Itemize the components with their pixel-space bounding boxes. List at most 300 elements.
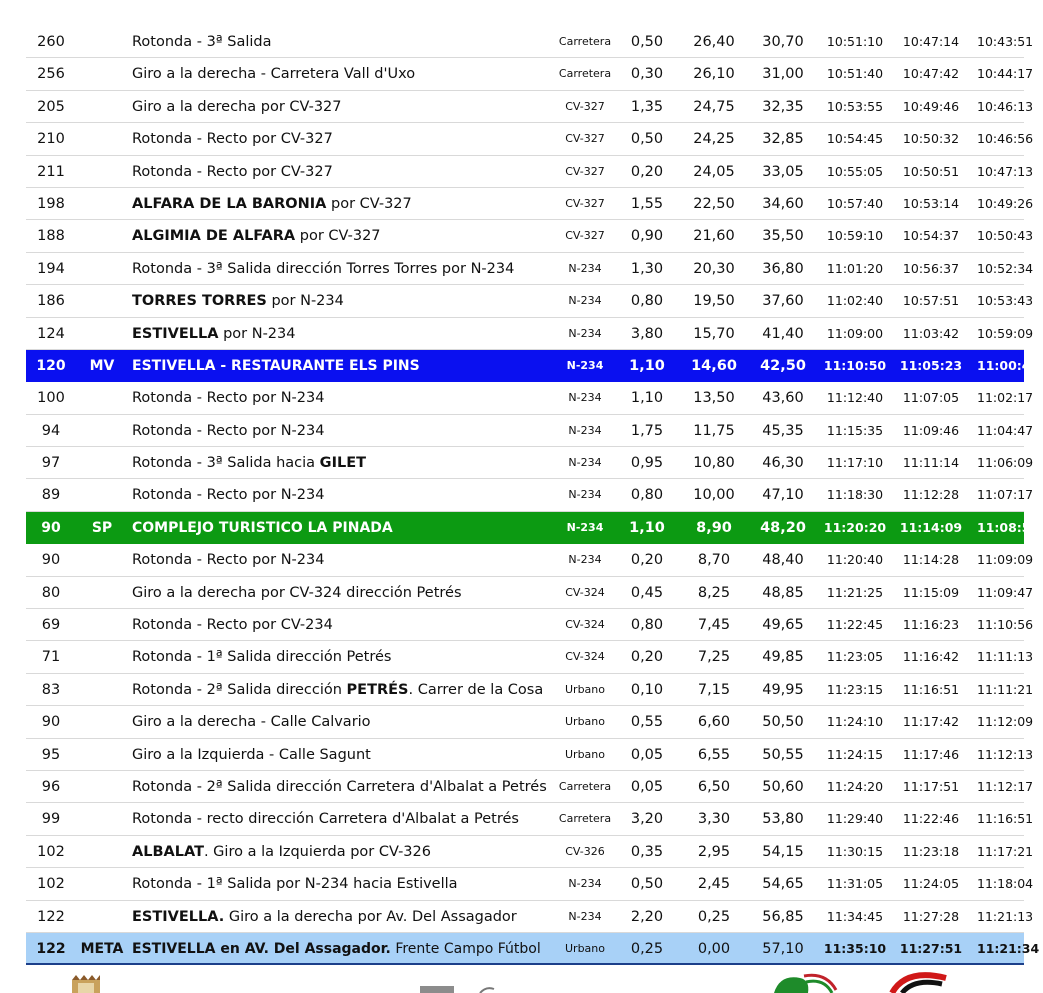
time-fast-cell: 11:16:51 [977, 811, 1034, 827]
road-cell: CV-327 [565, 99, 605, 113]
description-segment: Rotonda - 3ª Salida hacia [132, 455, 320, 472]
time-fast-cell: 11:12:17 [977, 778, 1034, 794]
description-segment: Giro a la derecha - Calle Calvario [132, 714, 371, 731]
total-distance-cell: 32,85 [762, 131, 804, 148]
partial-distance-cell: 0,05 [630, 778, 664, 795]
total-distance-cell: 37,60 [762, 293, 804, 310]
road-cell: N-234 [568, 877, 602, 891]
road-cell: N-234 [568, 909, 602, 923]
description-cell [132, 609, 562, 641]
description-cell [132, 156, 562, 188]
remaining-distance-cell: 6,50 [697, 778, 731, 795]
description-cell [132, 512, 562, 544]
partial-distance-cell: 0,05 [630, 746, 664, 763]
time-slow-cell: 11:23:05 [826, 649, 884, 665]
description-segment: Giro a la derecha por CV-327 [132, 98, 342, 115]
time-slow-cell: 11:17:10 [826, 455, 884, 471]
time-medium-cell: 11:16:42 [902, 649, 960, 665]
altitude-cell: 122 [37, 908, 65, 925]
description-segment: ESTIVELLA en AV. Del Assagador. [132, 940, 391, 957]
road-cell: N-234 [568, 261, 602, 275]
total-distance-cell: 48,40 [762, 552, 804, 569]
remaining-distance-cell: 0,25 [697, 908, 731, 925]
time-fast-cell: 11:02:17 [977, 390, 1034, 406]
total-distance-cell: 54,15 [762, 843, 804, 860]
description-cell [132, 771, 562, 803]
time-slow-cell: 11:23:15 [826, 681, 884, 697]
altitude-cell: 122 [36, 940, 66, 957]
altitude-cell: 83 [41, 681, 61, 698]
description-segment: COMPLEJO TURISTICO LA PINADA [132, 519, 393, 536]
description-cell [132, 706, 562, 738]
table-row [26, 609, 1034, 641]
time-slow-cell: 11:15:35 [826, 422, 884, 438]
time-slow-cell: 10:55:05 [826, 163, 884, 179]
time-medium-cell: 11:23:18 [902, 843, 960, 859]
remaining-distance-cell: 8,90 [696, 519, 732, 536]
road-cell: Urbano [565, 715, 605, 729]
time-medium-cell: 11:17:46 [902, 746, 960, 762]
time-medium-cell: 10:56:37 [902, 260, 960, 276]
time-slow-cell: 11:34:45 [826, 908, 884, 924]
altitude-cell: 80 [41, 584, 61, 601]
total-distance-cell: 34,60 [762, 195, 804, 212]
total-distance-cell: 48,20 [760, 519, 806, 536]
partial-distance-cell: 0,80 [630, 293, 664, 310]
table-row [26, 350, 1040, 382]
remaining-distance-cell: 10,00 [693, 487, 735, 504]
remaining-distance-cell: 10,80 [693, 455, 735, 472]
time-medium-cell: 11:03:42 [902, 325, 960, 341]
table-row [26, 253, 1034, 285]
remaining-distance-cell: 19,50 [693, 293, 735, 310]
description-segment: Rotonda - 2ª Salida dirección Carretera d'Albalat a Petrés [132, 778, 547, 795]
remaining-distance-cell: 2,95 [697, 843, 731, 860]
time-medium-cell: 10:53:14 [902, 195, 960, 211]
time-medium-cell: 10:57:51 [902, 293, 960, 309]
time-fast-cell: 11:12:09 [977, 714, 1034, 730]
total-distance-cell: 49,85 [762, 649, 804, 666]
total-distance-cell: 56,85 [762, 908, 804, 925]
time-fast-cell: 11:10:56 [977, 617, 1034, 633]
time-medium-cell: 11:27:28 [902, 908, 960, 924]
description-segment: Giro a la Izquierda - Calle Sagunt [132, 746, 371, 763]
total-distance-cell: 57,10 [762, 940, 804, 957]
time-slow-cell: 11:12:40 [826, 390, 884, 406]
road-cell: Urbano [565, 747, 605, 761]
partial-distance-cell: 0,20 [630, 163, 664, 180]
road-cell: N-234 [568, 391, 602, 405]
total-distance-cell: 53,80 [762, 811, 804, 828]
remaining-distance-cell: 0,00 [697, 940, 731, 957]
footer-logos [0, 966, 1024, 993]
time-slow-cell: 11:24:15 [826, 746, 884, 762]
remaining-distance-cell: 26,40 [693, 34, 735, 50]
altitude-cell: 120 [36, 357, 66, 374]
partial-distance-cell: 1,55 [630, 195, 664, 212]
description-segment: Rotonda - Recto por CV-234 [132, 617, 333, 634]
description-segment: Rotonda - recto dirección Carretera d'Albalat a Petrés [132, 811, 519, 828]
total-distance-cell: 42,50 [760, 357, 806, 374]
partial-distance-cell: 0,95 [630, 455, 664, 472]
altitude-cell: 97 [41, 455, 61, 472]
total-distance-cell: 47,10 [762, 487, 804, 504]
time-slow-cell: 11:29:40 [826, 811, 884, 827]
remaining-distance-cell: 24,05 [693, 163, 735, 180]
road-cell: Urbano [565, 941, 605, 955]
total-distance-cell: 32,35 [762, 98, 804, 115]
table-row [26, 415, 1034, 447]
description-segment: por N-234 [218, 325, 296, 342]
time-slow-cell: 11:18:30 [826, 487, 884, 503]
table-row [26, 479, 1034, 511]
red-black-logo [886, 970, 956, 993]
description-cell [132, 318, 562, 350]
time-fast-cell: 11:18:04 [977, 876, 1034, 892]
description-cell [132, 91, 562, 123]
description-cell [132, 803, 562, 835]
time-slow-cell: 10:51:40 [826, 66, 884, 82]
time-medium-cell: 10:54:37 [902, 228, 960, 244]
time-medium-cell: 11:09:46 [902, 422, 960, 438]
grey-logo [420, 986, 500, 993]
description-cell [132, 836, 562, 868]
time-fast-cell: 11:11:13 [977, 649, 1034, 665]
time-medium-cell: 11:11:14 [902, 455, 960, 471]
time-fast-cell: 10:52:34 [977, 260, 1034, 276]
remaining-distance-cell: 24,75 [693, 98, 735, 115]
description-segment: Rotonda - Recto por N-234 [132, 552, 325, 569]
time-slow-cell: 11:22:45 [826, 617, 884, 633]
road-cell: CV-327 [565, 229, 605, 243]
description-segment: GILET [319, 455, 367, 472]
time-fast-cell: 11:04:47 [977, 422, 1034, 438]
time-fast-cell: 11:07:17 [977, 487, 1034, 503]
partial-distance-cell: 0,90 [630, 228, 664, 245]
time-medium-cell: 11:14:28 [902, 552, 960, 568]
road-cell: N-234 [568, 326, 602, 340]
total-distance-cell: 43,60 [762, 390, 804, 407]
table-row [26, 739, 1034, 771]
road-cell: N-234 [566, 358, 604, 372]
time-slow-cell: 11:24:10 [826, 714, 884, 730]
altitude-cell: 71 [41, 649, 61, 666]
table-row [26, 674, 1034, 706]
road-cell: CV-324 [565, 585, 605, 599]
description-segment: ALGIMIA DE ALFARA [132, 228, 296, 245]
description-segment: Rotonda - 3ª Salida dirección Torres Torres por N-234 [132, 260, 515, 277]
description-segment: ALBALAT [132, 843, 204, 860]
time-slow-cell: 10:59:10 [826, 228, 884, 244]
altitude-cell: 89 [41, 487, 61, 504]
table-row [26, 544, 1034, 576]
description-cell [132, 544, 562, 576]
altitude-cell: 95 [41, 746, 61, 763]
time-fast-cell: 10:53:43 [977, 293, 1034, 309]
altitude-cell: 99 [41, 811, 61, 828]
table-row [26, 933, 1040, 965]
description-cell [132, 220, 562, 252]
description-segment: TORRES TORRES [132, 293, 267, 310]
time-medium-cell: 11:16:51 [902, 681, 960, 697]
description-segment: por N-234 [266, 293, 344, 310]
time-fast-cell: 10:47:13 [977, 163, 1034, 179]
table-row [26, 901, 1034, 933]
road-cell: N-234 [568, 553, 602, 567]
road-cell: CV-327 [565, 132, 605, 146]
description-segment: Frente Campo Fútbol [390, 940, 541, 957]
total-distance-cell: 48,85 [762, 584, 804, 601]
remaining-distance-cell: 7,25 [697, 649, 731, 666]
time-slow-cell: 10:53:55 [826, 98, 884, 114]
time-slow-cell: 10:51:10 [826, 34, 884, 49]
partial-distance-cell: 0,35 [630, 843, 664, 860]
partial-distance-cell: 0,50 [630, 131, 664, 148]
road-cell: Urbano [565, 682, 605, 696]
altitude-cell: 188 [37, 228, 65, 245]
partial-distance-cell: 0,80 [630, 617, 664, 634]
altitude-cell: 90 [41, 519, 61, 536]
total-distance-cell: 35,50 [762, 228, 804, 245]
description-segment: Giro a la derecha por CV-324 dirección Petrés [132, 584, 462, 601]
time-fast-cell: 11:00:43 [977, 357, 1040, 373]
time-fast-cell: 10:46:56 [977, 131, 1034, 147]
partial-distance-cell: 1,75 [630, 422, 664, 439]
remaining-distance-cell: 8,25 [697, 584, 731, 601]
time-fast-cell: 11:12:13 [977, 746, 1034, 762]
table-row [26, 803, 1034, 835]
partial-distance-cell: 0,10 [630, 681, 664, 698]
altitude-cell: 260 [37, 34, 65, 50]
description-segment: Rotonda - Recto por N-234 [132, 390, 325, 407]
point-code-cell: META [80, 940, 124, 957]
total-distance-cell: 54,65 [762, 876, 804, 893]
remaining-distance-cell: 7,15 [697, 681, 731, 698]
total-distance-cell: 31,00 [762, 66, 804, 83]
road-cell: Carretera [558, 67, 612, 81]
partial-distance-cell: 0,30 [630, 66, 664, 83]
total-distance-cell: 30,70 [762, 34, 804, 50]
road-cell: N-234 [568, 423, 602, 437]
altitude-cell: 69 [41, 617, 61, 634]
time-slow-cell: 11:02:40 [826, 293, 884, 309]
road-cell: Carretera [558, 779, 612, 793]
road-cell: CV-326 [565, 844, 605, 858]
time-medium-cell: 10:50:51 [902, 163, 960, 179]
remaining-distance-cell: 7,45 [697, 617, 731, 634]
description-segment: por CV-327 [326, 195, 412, 212]
total-distance-cell: 41,40 [762, 325, 804, 342]
time-medium-cell: 11:05:23 [899, 357, 963, 373]
road-cell: N-234 [568, 488, 602, 502]
time-fast-cell: 11:08:51 [977, 519, 1040, 535]
altitude-cell: 186 [37, 293, 65, 310]
table-row [26, 512, 1040, 544]
table-row [26, 58, 1034, 90]
partial-distance-cell: 0,50 [630, 34, 664, 50]
time-medium-cell: 11:14:09 [899, 519, 963, 535]
altitude-cell: 96 [41, 778, 61, 795]
remaining-distance-cell: 11,75 [693, 422, 735, 439]
time-fast-cell: 10:46:13 [977, 98, 1034, 114]
description-cell [132, 577, 562, 609]
altitude-cell: 210 [37, 131, 65, 148]
description-segment: ESTIVELLA - RESTAURANTE ELS PINS [132, 357, 420, 374]
partial-distance-cell: 0,45 [630, 584, 664, 601]
partial-distance-cell: 1,10 [630, 390, 664, 407]
partial-distance-cell: 0,55 [630, 714, 664, 731]
time-medium-cell: 11:22:46 [902, 811, 960, 827]
table-row [26, 771, 1034, 803]
description-cell [132, 415, 562, 447]
total-distance-cell: 46,30 [762, 455, 804, 472]
description-cell [132, 285, 562, 317]
table-row [26, 318, 1034, 350]
table-row [26, 220, 1034, 252]
table-row [26, 836, 1034, 868]
time-fast-cell: 10:44:17 [977, 66, 1034, 82]
description-segment: ESTIVELLA. [132, 908, 225, 925]
description-segment: Rotonda - Recto por N-234 [132, 422, 325, 439]
time-slow-cell: 11:01:20 [826, 260, 884, 276]
partial-distance-cell: 3,80 [630, 325, 664, 342]
remaining-distance-cell: 21,60 [693, 228, 735, 245]
time-slow-cell: 10:54:45 [826, 131, 884, 147]
altitude-cell: 211 [37, 163, 65, 180]
crest-logo [66, 974, 106, 993]
description-segment: Rotonda - 2ª Salida dirección [132, 681, 347, 698]
road-cell: CV-327 [565, 196, 605, 210]
time-slow-cell: 11:09:00 [826, 325, 884, 341]
altitude-cell: 102 [37, 876, 65, 893]
partial-distance-cell: 0,25 [630, 940, 664, 957]
point-code-cell: MV [89, 357, 115, 374]
description-segment: . Giro a la Izquierda por CV-326 [203, 843, 431, 860]
table-row [26, 156, 1034, 188]
total-distance-cell: 50,55 [762, 746, 804, 763]
road-cell: N-234 [568, 294, 602, 308]
altitude-cell: 90 [41, 714, 61, 731]
description-cell [132, 933, 562, 965]
time-medium-cell: 11:17:42 [902, 714, 960, 730]
remaining-distance-cell: 22,50 [693, 195, 735, 212]
time-fast-cell: 11:09:47 [977, 584, 1034, 600]
time-fast-cell: 10:43:51 [977, 34, 1034, 49]
altitude-cell: 100 [37, 390, 65, 407]
description-segment: por CV-327 [295, 228, 381, 245]
road-cell: CV-324 [565, 618, 605, 632]
partial-distance-cell: 1,10 [629, 357, 665, 374]
description-cell [132, 253, 562, 285]
description-segment: Rotonda - Recto por CV-327 [132, 163, 333, 180]
description-cell [132, 739, 562, 771]
description-segment: Rotonda - Recto por CV-327 [132, 131, 333, 148]
description-segment: Giro a la derecha - Carretera Vall d'Uxo [132, 66, 416, 83]
time-fast-cell: 11:17:21 [977, 843, 1034, 859]
time-medium-cell: 11:16:23 [902, 617, 960, 633]
time-slow-cell: 11:35:10 [823, 940, 887, 956]
description-segment: Rotonda - 1ª Salida por N-234 hacia Estivella [132, 876, 458, 893]
table-row [26, 123, 1034, 155]
altitude-cell: 198 [37, 195, 65, 212]
time-fast-cell: 10:50:43 [977, 228, 1034, 244]
description-segment: Giro a la derecha por Av. Del Assagador [224, 908, 517, 925]
time-fast-cell: 10:49:26 [977, 195, 1034, 211]
roadbook-table [26, 26, 1040, 965]
remaining-distance-cell: 26,10 [693, 66, 735, 83]
description-cell [132, 901, 562, 933]
partial-distance-cell: 1,35 [630, 98, 664, 115]
description-cell [132, 188, 562, 220]
remaining-distance-cell: 6,60 [697, 714, 731, 731]
altitude-cell: 256 [37, 66, 65, 83]
time-fast-cell: 11:21:13 [977, 908, 1034, 924]
time-slow-cell: 11:20:40 [826, 552, 884, 568]
total-distance-cell: 36,80 [762, 260, 804, 277]
total-distance-cell: 49,95 [762, 681, 804, 698]
partial-distance-cell: 0,50 [630, 876, 664, 893]
partial-distance-cell: 3,20 [630, 811, 664, 828]
table-row [26, 641, 1034, 673]
remaining-distance-cell: 2,45 [697, 876, 731, 893]
table-row [26, 706, 1034, 738]
partial-distance-cell: 1,10 [629, 519, 665, 536]
road-cell: CV-324 [565, 650, 605, 664]
time-slow-cell: 11:10:50 [823, 357, 887, 373]
table-row [26, 91, 1034, 123]
time-medium-cell: 10:49:46 [902, 98, 960, 114]
partial-distance-cell: 0,20 [630, 649, 664, 666]
table-row [26, 868, 1034, 900]
description-cell [132, 382, 562, 414]
road-cell: Carretera [558, 812, 612, 826]
table-row [26, 577, 1034, 609]
remaining-distance-cell: 8,70 [697, 552, 731, 569]
remaining-distance-cell: 6,55 [697, 746, 731, 763]
time-slow-cell: 10:57:40 [826, 195, 884, 211]
remaining-distance-cell: 15,70 [693, 325, 735, 342]
road-cell: Carretera [558, 35, 612, 48]
remaining-distance-cell: 13,50 [693, 390, 735, 407]
time-fast-cell: 11:21:34 [977, 940, 1040, 956]
description-segment: Rotonda - 1ª Salida dirección Petrés [132, 649, 392, 666]
altitude-cell: 90 [41, 552, 61, 569]
total-distance-cell: 50,60 [762, 778, 804, 795]
description-segment: ESTIVELLA [132, 325, 219, 342]
description-cell [132, 868, 562, 900]
table-row [26, 285, 1034, 317]
description-cell [132, 26, 562, 58]
time-slow-cell: 11:31:05 [826, 876, 884, 892]
point-code-cell: SP [91, 519, 113, 536]
time-slow-cell: 11:21:25 [826, 584, 884, 600]
road-cell: N-234 [566, 520, 604, 534]
time-slow-cell: 11:30:15 [826, 843, 884, 859]
total-distance-cell: 50,50 [762, 714, 804, 731]
table-row [26, 382, 1034, 414]
altitude-cell: 205 [37, 98, 65, 115]
description-segment: Rotonda - Recto por N-234 [132, 487, 325, 504]
time-fast-cell: 11:06:09 [977, 455, 1034, 471]
partial-distance-cell: 0,80 [630, 487, 664, 504]
altitude-cell: 102 [37, 843, 65, 860]
time-slow-cell: 11:24:20 [826, 778, 884, 794]
description-cell [132, 123, 562, 155]
green-swirl-logo [770, 972, 840, 993]
time-medium-cell: 10:47:42 [902, 66, 960, 82]
description-cell [132, 641, 562, 673]
partial-distance-cell: 2,20 [630, 908, 664, 925]
